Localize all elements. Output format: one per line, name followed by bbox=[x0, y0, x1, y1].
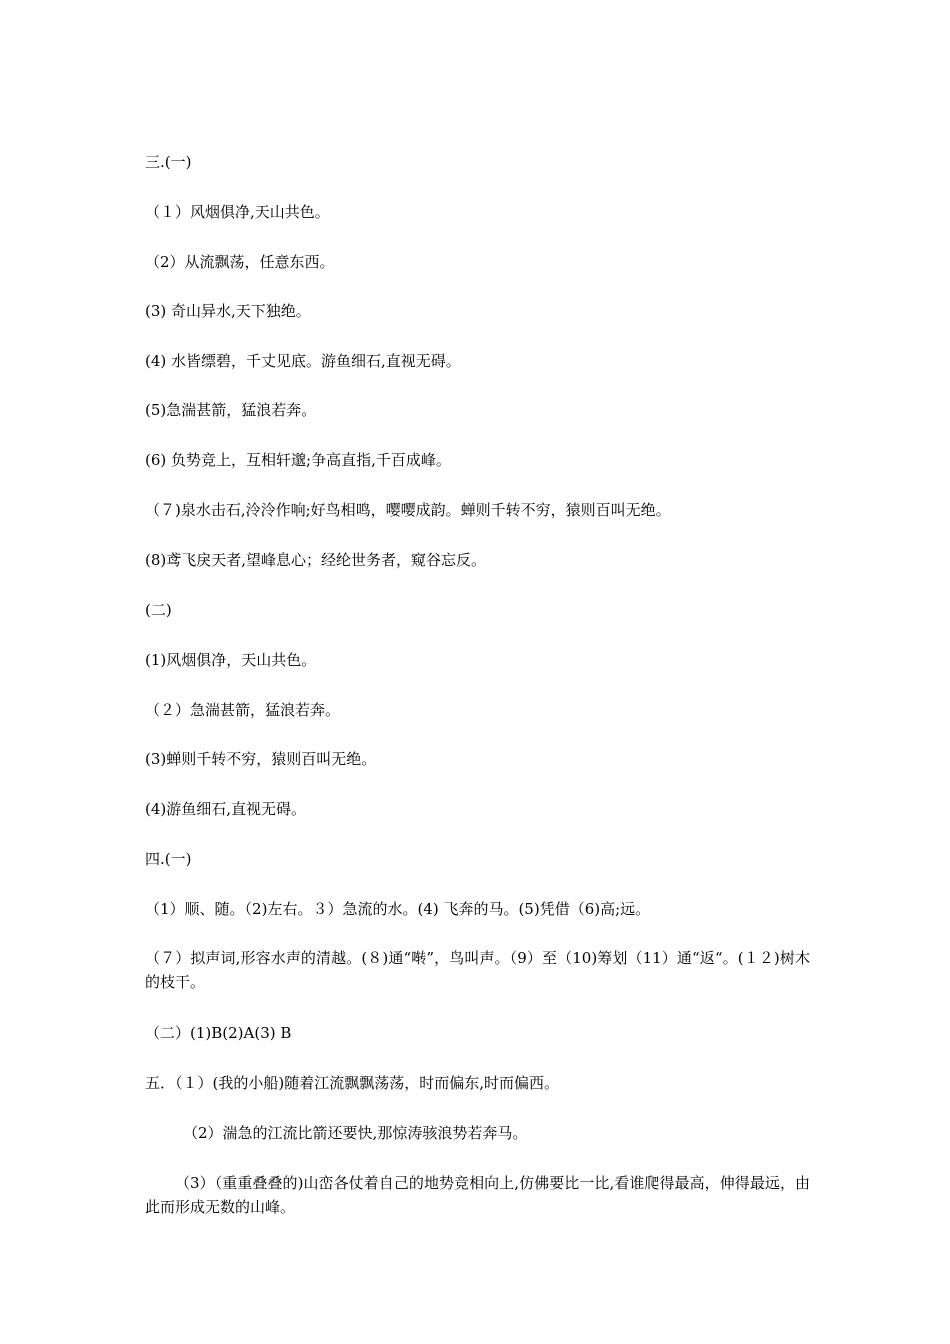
answer-line: （７)泉水击石,泠泠作响;好鸟相鸣，嘤嘤成韵。蝉则千转不穷，猿则百叫无绝。 bbox=[145, 501, 671, 519]
section-four-heading: 四.(一) bbox=[145, 850, 192, 868]
answer-line: （二）(1)B(2)A(3) B bbox=[145, 1024, 292, 1042]
answer-paragraph: （3）（重重叠叠的)山峦各仗着自己的地势竞相向上,仿佛要比一比,看谁爬得最高，伸得最远，由此而形成无数的山峰。 bbox=[145, 1174, 810, 1216]
answer-line: （１）风烟俱净,天山共色。 bbox=[145, 203, 330, 221]
section-five-heading: 五．（１）(我的小船)随着江流飘飘荡荡，时而偏东,时而偏西。 bbox=[145, 1074, 559, 1092]
answer-line: (1)风烟俱净，天山共色。 bbox=[145, 651, 317, 669]
section-three-heading: 三.(一) bbox=[145, 153, 192, 171]
answer-line: (4) 水皆缥碧，千丈见底。游鱼细石,直视无碍。 bbox=[145, 352, 461, 370]
answer-line: （２）急湍甚箭，猛浪若奔。 bbox=[145, 701, 341, 719]
answer-line: （2）湍急的江流比箭还要快,那惊涛骇浪势若奔马。 bbox=[183, 1124, 528, 1142]
answer-line: (3)蝉则千转不穷，猿则百叫无绝。 bbox=[145, 750, 377, 768]
answer-line: (5)急湍甚箭，猛浪若奔。 bbox=[145, 401, 317, 419]
answer-line: (3) 奇山异水,天下独绝。 bbox=[145, 302, 311, 320]
answer-line: （2）从流飘荡，任意东西。 bbox=[145, 253, 335, 271]
answer-line: （1）顺、随。（2)左右。３）急流的水。(4) 飞奔的马。(5)凭借（6)高;远。 bbox=[145, 900, 651, 918]
answer-line: (8)鸢飞戾天者,望峰息心；经纶世务者，窥谷忘反。 bbox=[145, 551, 487, 569]
answer-line: (4)游鱼细石,直视无碍。 bbox=[145, 800, 307, 818]
answer-paragraph: （７）拟声词,形容水声的清越。(８)通“啭”，鸟叫声。（9）至（10)筹划（11）通“返“。(１２)树木的枝干。 bbox=[145, 949, 810, 991]
answer-line: (6) 负势竞上，互相轩邈;争高直指,千百成峰。 bbox=[145, 451, 451, 469]
subsection-heading: (二) bbox=[145, 601, 172, 619]
